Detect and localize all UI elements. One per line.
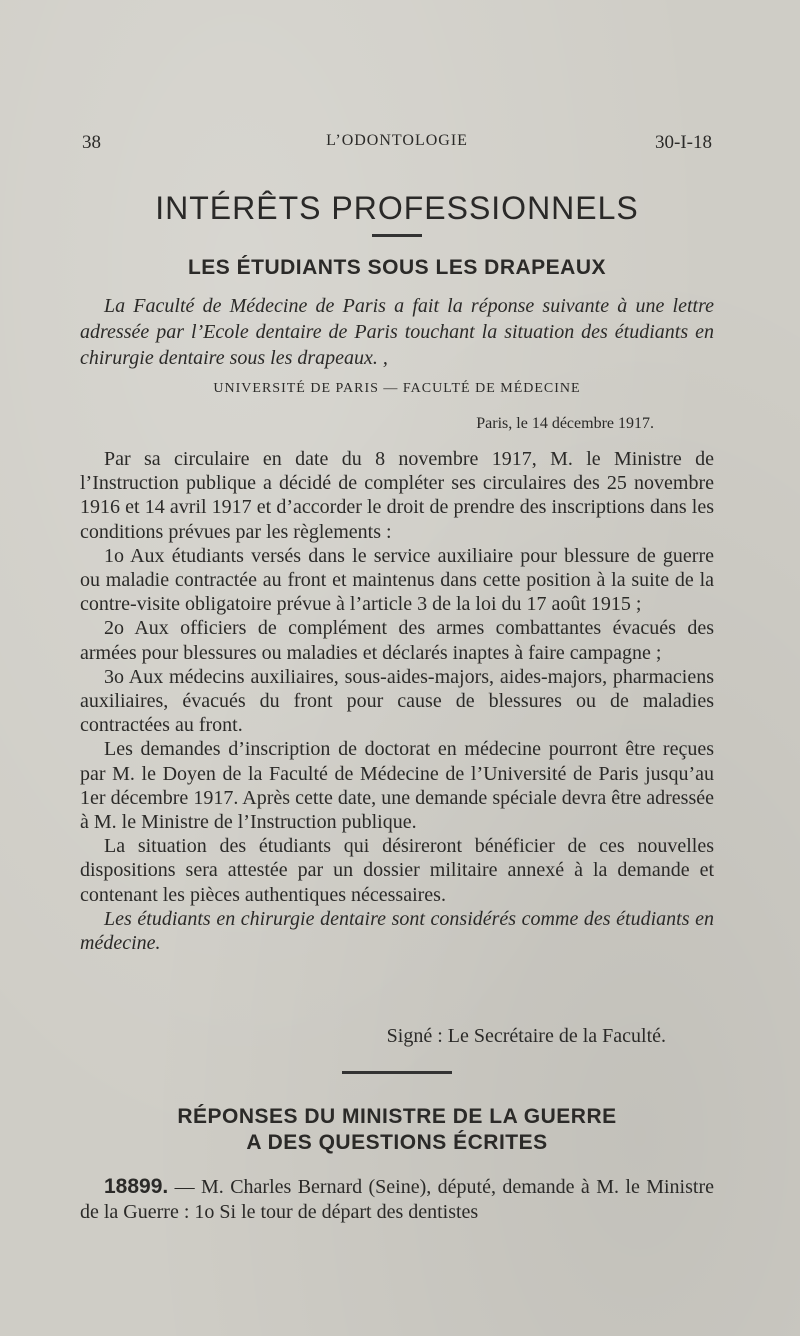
second-title-line2: A DES QUESTIONS ÉCRITES xyxy=(246,1131,548,1154)
article-intro: La Faculté de Médecine de Paris a fait la réponse suivante à une lettre adressée par l’Ecole dentaire de Paris touchant la situation des étudiants en chirurgie dentaire sous les drapeaux. , xyxy=(80,295,714,369)
letterhead: UNIVERSITÉ DE PARIS — FACULTÉ DE MÉDECINE xyxy=(213,381,581,396)
paragraph: Les demandes d’inscription de doctorat en médecine pourront être reçues par M. le Doyen de la Faculté de Médecine de l’Université de Paris jusqu’au 1er décembre 1917. Après cette date, une demande spéciale devra être adressée à M. le Ministre de l’Instruction publique. xyxy=(80,738,714,834)
second-title-line1: RÉPONSES DU MINISTRE DE LA GUERRE xyxy=(177,1105,617,1128)
issue-date: 30-I-18 xyxy=(655,132,712,153)
question-text: — M. Charles Bernard (Seine), député, demande à M. le Ministre de la Guerre : 1o Si le tour de départ des dentistes xyxy=(80,1176,714,1223)
second-article-title xyxy=(82,1104,712,1156)
paragraph: 1o Aux étudiants versés dans le service auxiliaire pour blessure de guerre ou maladie contractée au front et maintenus dans cette position à la suite de la contre-visite obligatoire prévue à l’article 3 de la loi du 17 août 1915 ; xyxy=(80,544,714,616)
question-paragraph xyxy=(80,1174,714,1225)
letter-body xyxy=(80,447,714,955)
article-title: LES ÉTUDIANTS SOUS LES DRAPEAUX xyxy=(187,256,607,279)
running-head xyxy=(82,132,712,156)
paragraph: 2o Aux officiers de complément des armes combattantes évacués des armées pour blessures ou maladies et déclarés inaptes à faire campagne ; xyxy=(80,617,714,664)
separator-rule xyxy=(342,1071,452,1074)
italic-note: Les étudiants en chirurgie dentaire sont considérés comme des étudiants en médecine. xyxy=(80,907,714,955)
page-number: 38 xyxy=(82,132,101,153)
section-title: INTÉRÊTS PROFESSIONNELS xyxy=(155,190,639,226)
paragraph: La situation des étudiants qui désireront bénéficier de ces nouvelles dispositions sera attestée par un dossier militaire annexé à la demande et contenant les pièces authentiques nécessaires. xyxy=(80,835,714,906)
journal-title: L’ODONTOLOGIE xyxy=(326,132,468,149)
paragraph: Par sa circulaire en date du 8 novembre 1917, M. le Ministre de l’Instruction publique a décidé de compléter ses circulaires des 25 novembre 1916 et 14 avril 1917 et d’accorder le droit de prendre des inscriptions dans les conditions prévues par les règlements : xyxy=(80,448,714,543)
question-number: 18899. xyxy=(104,1175,169,1198)
paragraph: 3o Aux médecins auxiliaires, sous-aides-majors, aides-majors, pharmaciens auxiliaires, évacués du front pour cause de blessures ou de maladies contractées au front. xyxy=(80,665,714,737)
signature: Signé : Le Secrétaire de la Faculté. xyxy=(386,1025,666,1047)
letter-dateline: Paris, le 14 décembre 1917. xyxy=(476,415,654,432)
title-rule xyxy=(372,234,422,237)
